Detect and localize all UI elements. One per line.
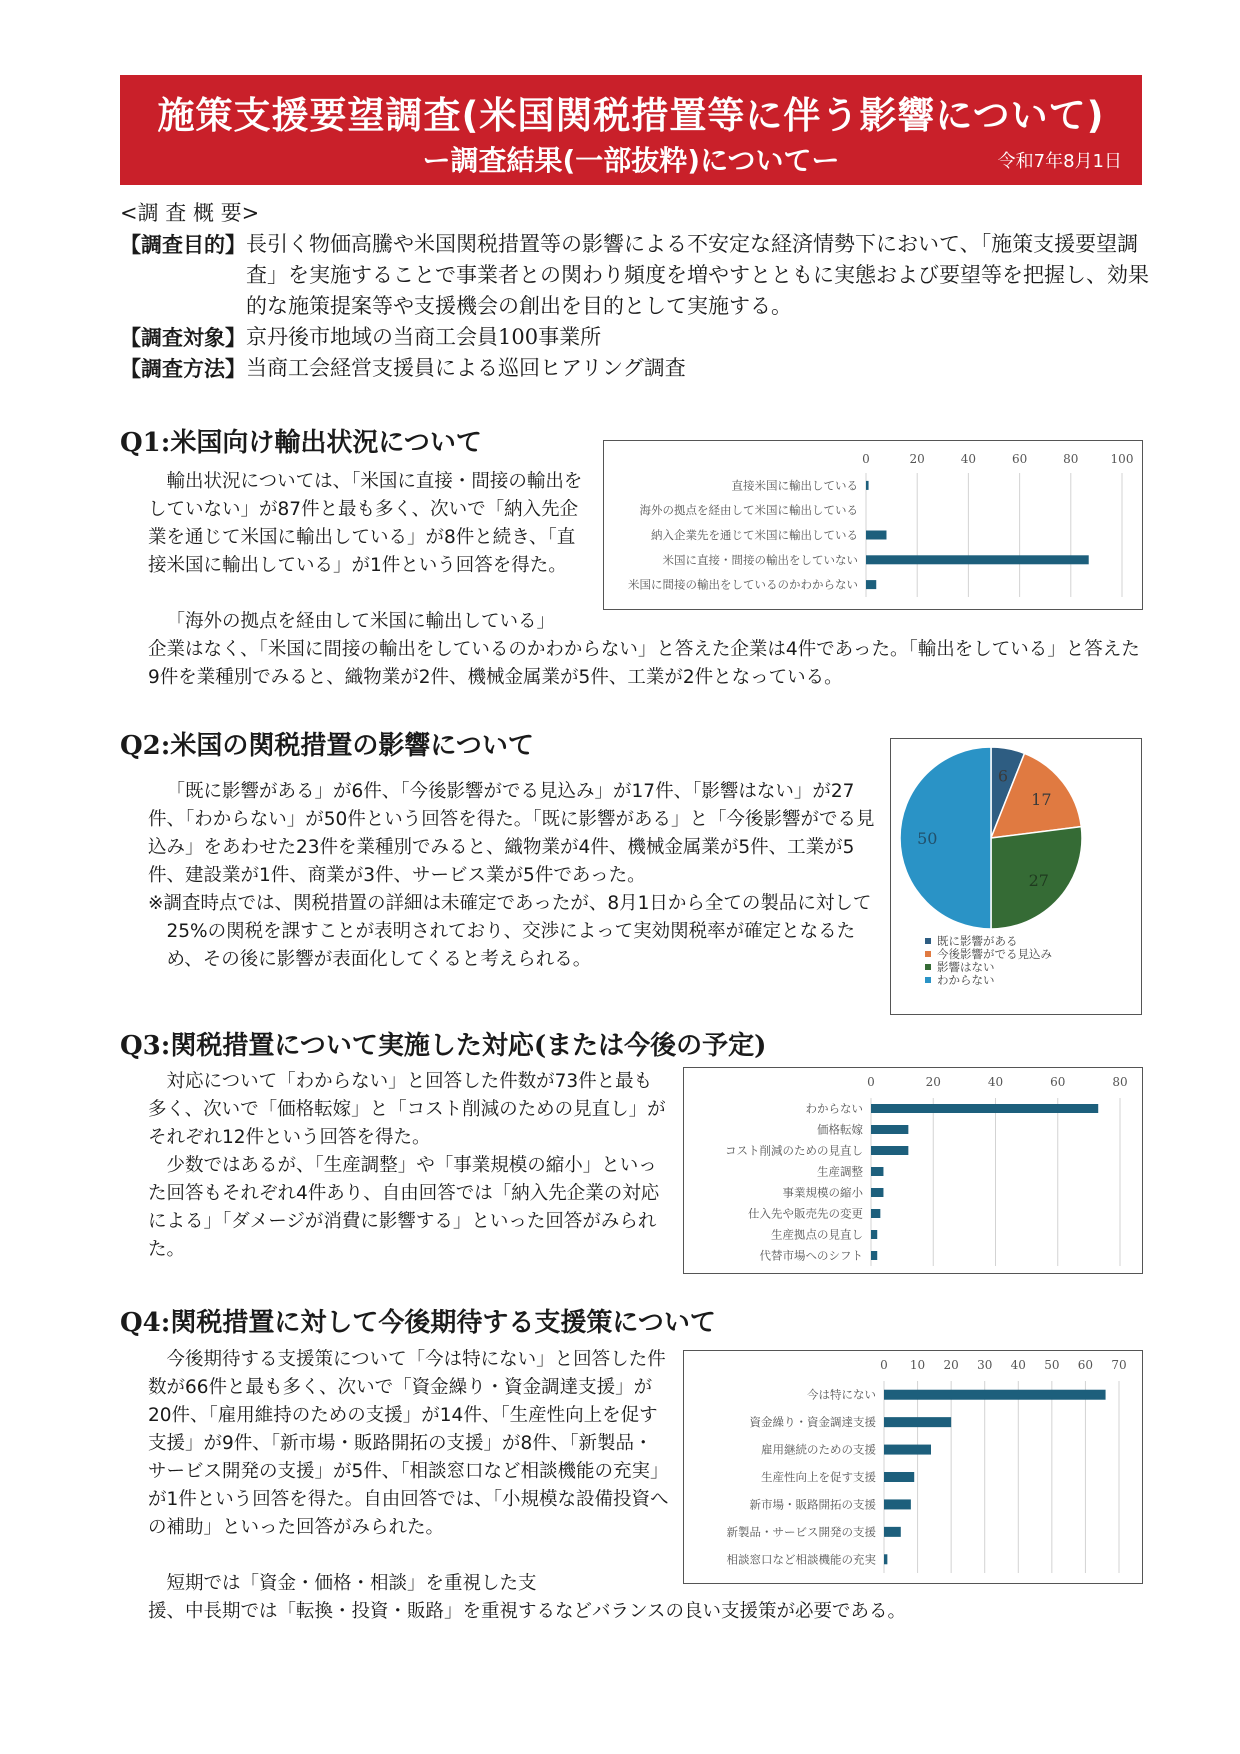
q2-paragraph-1: 「既に影響がある」が6件、「今後影響がでる見込み」が17件、「影響はない」が27件、「わからない」が50件という回答を得た。「既に影響がある」と「今後影響がでる見込み」をあわせた23件を業種別でみると、織物業が4件、機械金属業が5件、工業が5件、建設業が1件、商業が3件、サービス業が5件であった。: [148, 781, 875, 886]
q4-bar: [884, 1445, 931, 1455]
q4-heading: Q4:関税措置に対して今後期待する支援策について: [120, 1308, 716, 1338]
q4-tick-label: 20: [943, 1358, 959, 1372]
q4-body-top: [148, 1346, 670, 1542]
q3-bar: [871, 1209, 880, 1218]
q4-paragraph-2-start: 短期では「資金・価格・相談」を重視した支: [166, 1573, 537, 1594]
q3-paragraph-1: 対応について「わからない」と回答した件数が73件と最も多く、次いで「価格転嫁」と「コスト削減のための見直し」がそれぞれ12件という回答を得た。: [148, 1071, 666, 1148]
q4-paragraph-1: 今後期待する支援策について「今は特にない」と回答した件数が66件と最も多く、次いで「資金繰り・資金調達支援」が20件、「雇用維持のための支援」が14件、「生産性向上を促す支援」が9件、「新市場・販路開拓の支援」が8件、「新製品・サービス開発の支援」が5件、「相談窓口など相談機能の充実」が1件という回答を得た。自由回答では、「小規模な設備投資への補助」といった回答がみられた。: [148, 1349, 669, 1538]
q4-category-label: 生産性向上を促す支援: [761, 1470, 876, 1484]
q4-category-label: 新市場・販路開拓の支援: [749, 1497, 876, 1512]
q4-tick-label: 10: [909, 1358, 926, 1372]
q2-legend-swatch: [925, 951, 931, 957]
overview-target: [120, 322, 1150, 353]
q1-paragraph-2-rest: 企業はなく、「米国に間接の輸出をしているのかわからない」と答えた企業は4件であった。「輸出をしている」と答えた9件を業種別でみると、織物業が2件、機械金属業が5件、工業が2件となっている。: [148, 639, 1140, 688]
q1-bar: [866, 580, 876, 589]
q3-response-chart: [683, 1067, 1143, 1274]
q3-tick-label: 40: [987, 1075, 1004, 1089]
q3-chart-svg: [684, 1068, 1142, 1273]
q3-heading: Q3:関税措置について実施した対応(または今後の予定): [120, 1031, 767, 1061]
q1-tick-label: 80: [1063, 452, 1079, 466]
q4-body-full: [148, 1598, 1143, 1626]
q3-bar: [871, 1251, 877, 1260]
q1-paragraph-1: 輸出状況については、「米国に直接・間接の輸出をしていない」が87件と最も多く、次いで「納入先企業を通じて米国に輸出している」が8件と続き、「直接米国に輸出している」が1件という回答を得た。: [148, 471, 583, 576]
q4-bar: [884, 1499, 911, 1509]
q1-export-chart: [603, 440, 1143, 610]
q1-category-label: 納入企業先を通じて米国に輸出している: [651, 528, 858, 542]
q4-tick-label: 0: [880, 1358, 888, 1372]
q4-bar: [884, 1417, 951, 1427]
q4-tick-label: 60: [1077, 1358, 1094, 1372]
q2-slice-value-label: 50: [917, 829, 938, 848]
q3-tick-label: 20: [925, 1075, 941, 1089]
title-banner: [120, 75, 1142, 185]
q2-slice-value-label: 6: [997, 766, 1009, 786]
q4-category-label: 新製品・サービス開発の支援: [726, 1524, 876, 1539]
q3-category-label: 仕入先や販売先の変更: [748, 1206, 863, 1221]
q3-category-label: 生産拠点の見直し: [771, 1227, 863, 1242]
q3-bar: [871, 1125, 908, 1134]
q2-legend-label: 既に影響がある: [937, 934, 1018, 948]
q2-chart-svg: [891, 739, 1141, 1014]
q2-legend-swatch: [925, 964, 931, 970]
q3-bar: [871, 1167, 883, 1176]
q2-legend-label: 今後影響がでる見込み: [937, 947, 1052, 961]
overview-heading: <調 査 概 要>: [120, 201, 260, 225]
q4-tick-label: 40: [1010, 1358, 1026, 1372]
q1-tick-label: 0: [862, 452, 870, 466]
q2-impact-pie-chart: [890, 738, 1142, 1015]
q1-paragraph-2-start: 「海外の拠点を経由して米国に輸出している」: [166, 611, 556, 632]
q4-tick-label: 70: [1111, 1358, 1127, 1372]
q3-category-label: コスト削減のための見直し: [725, 1143, 863, 1158]
q1-bar: [866, 481, 869, 490]
q2-legend-label: わからない: [937, 973, 995, 987]
q4-tick-label: 50: [1044, 1358, 1060, 1372]
q3-category-label: わからない: [805, 1101, 863, 1116]
q4-tick-label: 30: [977, 1358, 993, 1372]
q2-slice-value-label: 17: [1031, 789, 1052, 809]
q1-heading: Q1:米国向け輸出状況について: [120, 428, 482, 458]
q2-legend-swatch: [925, 938, 931, 944]
q4-chart-svg: [684, 1351, 1142, 1583]
method-text: 当商工会経営支援員による巡回ヒアリング調査: [246, 356, 686, 380]
target-label: 【調査対象】: [120, 325, 246, 350]
q4-bar: [884, 1390, 1106, 1400]
q1-bar: [866, 531, 886, 540]
q3-bar: [871, 1230, 877, 1239]
survey-overview: [120, 198, 1150, 384]
purpose-text: 長引く物価高騰や米国関税措置等の影響による不安定な経済情勢下において、「施策支援要望調査」を実施することで事業者との関わり頻度を増やすとともに実態および要望等を把握し、効果的な施策提案等や支援機会の創出を目的として実施する。: [246, 232, 1149, 318]
q3-paragraph-2: 少数ではあるが、「生産調整」や「事業規模の縮小」といった回答もそれぞれ4件あり、自由回答では「納入先企業の対応による」「ダメージが消費に影響する」といった回答がみられた。: [148, 1155, 660, 1260]
q3-category-label: 事業規模の縮小: [782, 1185, 863, 1200]
q4-bar: [884, 1472, 914, 1482]
q4-body-bottom: [148, 1570, 670, 1598]
q4-bar: [884, 1527, 901, 1537]
q1-category-label: 米国に直接・間接の輸出をしていない: [662, 552, 858, 567]
q3-bar: [871, 1146, 908, 1155]
page-title: 施策支援要望調査(米国関税措置等に伴う影響について): [157, 94, 1105, 137]
q4-support-chart: [683, 1350, 1143, 1584]
q1-tick-label: 40: [960, 452, 977, 466]
overview-method: [120, 353, 1150, 384]
q4-bar: [884, 1554, 887, 1564]
q2-slice-value-label: 27: [1028, 871, 1049, 891]
q4-category-label: 雇用継続のための支援: [761, 1442, 876, 1457]
q1-tick-label: 100: [1110, 452, 1134, 466]
page-subtitle: ー調査結果(一部抜粋)についてー: [422, 144, 840, 177]
q2-body: [148, 778, 876, 974]
q2-legend-swatch: [925, 977, 931, 983]
q1-category-label: 海外の拠点を経由して米国に輸出している: [639, 503, 858, 518]
q1-category-label: 直接米国に輸出している: [731, 478, 858, 493]
method-label: 【調査方法】: [120, 356, 246, 381]
q1-chart-svg: [604, 441, 1142, 609]
q1-tick-label: 20: [909, 452, 925, 466]
q1-body-bottom: [148, 608, 590, 636]
q1-category-label: 米国に間接の輸出をしているのかわからない: [628, 577, 858, 592]
q4-category-label: 今は特にない: [807, 1387, 876, 1402]
q4-category-label: 相談窓口など相談機能の充実: [726, 1552, 876, 1567]
q2-legend-label: 影響はない: [937, 960, 995, 974]
q3-category-label: 価格転嫁: [817, 1122, 863, 1137]
q4-paragraph-2-rest: 援、中長期では「転換・投資・販路」を重視するなどバランスの良い支援策が必要である。: [148, 1601, 906, 1622]
q2-pie-slice: [900, 747, 991, 929]
q2-heading: Q2:米国の関税措置の影響について: [120, 731, 534, 761]
q3-category-label: 代替市場へのシフト: [759, 1248, 863, 1263]
q1-body-full: [148, 636, 1143, 692]
q3-bar: [871, 1104, 1098, 1113]
target-text: 京丹後市地域の当商工会員100事業所: [246, 325, 602, 349]
issue-date: 令和7年8月1日: [997, 151, 1122, 172]
q3-tick-label: 0: [867, 1075, 875, 1089]
q3-bar: [871, 1188, 883, 1197]
q4-category-label: 資金繰り・資金調達支援: [749, 1415, 876, 1430]
q3-tick-label: 80: [1112, 1075, 1128, 1089]
q1-body-top: [148, 468, 590, 580]
q3-body: [148, 1068, 670, 1264]
overview-purpose: [120, 229, 1150, 322]
q2-note: ※調査時点では、関税措置の詳細は未確定であったが、8月1日から全ての製品に対して25%の関税を課すことが表明されており、交渉によって実効関税率が確定となるため、その後に影響が表面化してくると考えられる。: [148, 893, 872, 970]
q1-bar: [866, 555, 1089, 564]
q3-category-label: 生産調整: [817, 1164, 863, 1179]
q1-tick-label: 60: [1011, 452, 1028, 466]
q3-tick-label: 60: [1050, 1075, 1066, 1089]
purpose-label: 【調査目的】: [120, 232, 246, 257]
